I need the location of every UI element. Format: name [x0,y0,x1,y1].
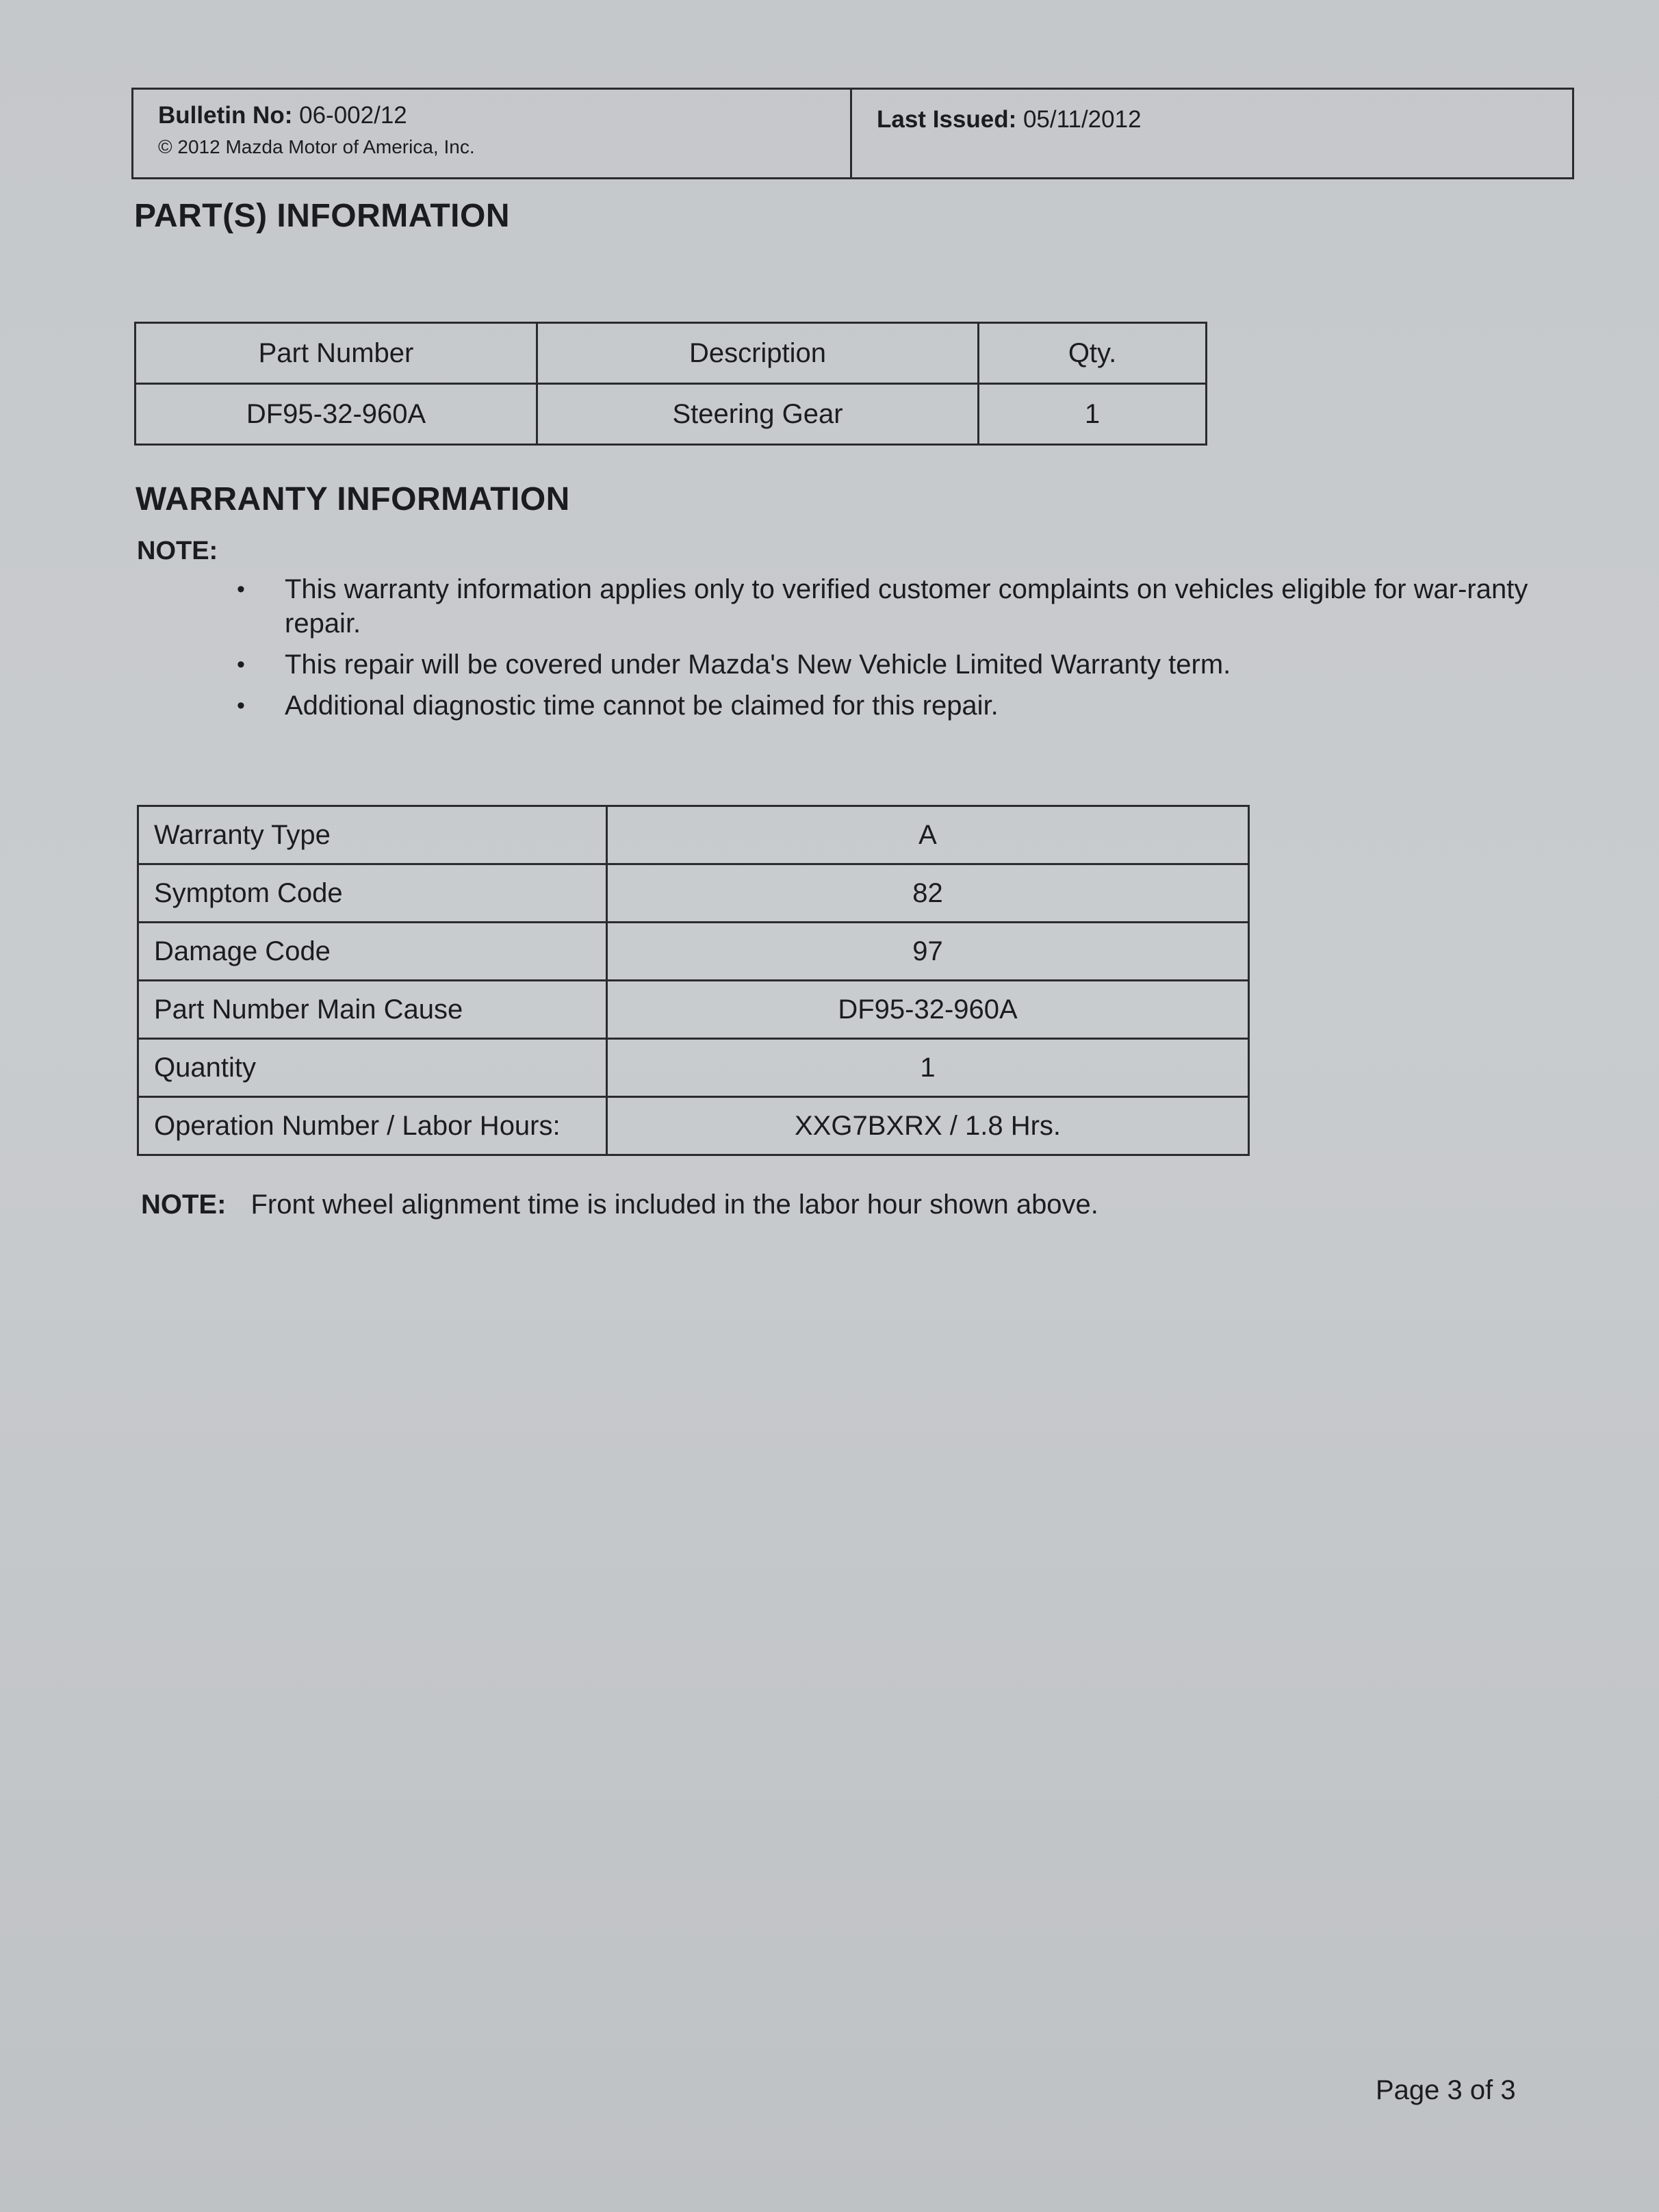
list-item [233,572,1560,641]
symptom-code-label: Symptom Code [138,864,607,923]
symptom-code-value: 82 [607,864,1249,923]
list-item [233,689,1560,723]
parts-heading: PART(S) INFORMATION [134,198,510,234]
damage-code-label: Damage Code [138,923,607,981]
parts-table [134,322,1207,446]
table-row [138,923,1249,981]
alignment-note-text: Front wheel alignment time is included in the labor hour shown above. [250,1189,1098,1220]
column-header-part-number: Part Number [136,323,537,384]
warranty-type-value: A [607,806,1249,864]
last-issued-date: 05/11/2012 [1023,106,1142,133]
bullet-icon: • [237,693,245,719]
labor-hours-value: XXG7BXRX / 1.8 Hrs. [607,1097,1249,1155]
page-number: Page 3 of 3 [1376,2075,1516,2105]
part-number-cell: DF95-32-960A [136,384,537,445]
table-row [138,806,1249,864]
table-row [138,864,1249,923]
table-row [138,981,1249,1039]
quantity-label: Quantity [138,1039,607,1097]
bullet-text: This warranty information applies only to verified customer complaints on vehicles eligible for war-ranty repair. [285,574,1528,639]
column-header-description: Description [537,323,979,384]
description-cell: Steering Gear [537,384,979,445]
table-row [138,1039,1249,1097]
bullet-icon: • [237,652,245,678]
table-row [138,1097,1249,1155]
warranty-notes-list [233,572,1560,730]
bulletin-info [133,90,852,177]
alignment-note-label: NOTE: [141,1189,227,1220]
bullet-icon: • [237,576,245,602]
parts-table-header-row [136,323,1207,384]
table-row [136,384,1207,445]
bullet-text: This repair will be covered under Mazda's New Vehicle Limited Warranty term. [285,650,1231,680]
alignment-note [141,1189,1098,1220]
column-header-qty: Qty. [979,323,1207,384]
bulletin-number-line [158,101,850,131]
bulletin-label: Bulletin No: [158,102,293,129]
warranty-heading: WARRANTY INFORMATION [136,481,570,517]
bulletin-header [131,88,1574,179]
bullet-text: Additional diagnostic time cannot be claimed for this repair. [285,691,999,721]
issue-info [852,90,1572,177]
warranty-table [137,805,1250,1156]
labor-hours-label: Operation Number / Labor Hours: [138,1097,607,1155]
copyright-notice: © 2012 Mazda Motor of America, Inc. [158,136,475,157]
last-issued-label: Last Issued: [877,106,1017,133]
last-issued-line [877,105,1572,135]
list-item [233,647,1560,682]
main-cause-label: Part Number Main Cause [138,981,607,1039]
quantity-value: 1 [607,1039,1249,1097]
damage-code-value: 97 [607,923,1249,981]
warranty-type-label: Warranty Type [138,806,607,864]
qty-cell: 1 [979,384,1207,445]
bulletin-number: 06-002/12 [299,102,407,129]
warranty-note-label: NOTE: [137,537,218,565]
main-cause-value: DF95-32-960A [607,981,1249,1039]
